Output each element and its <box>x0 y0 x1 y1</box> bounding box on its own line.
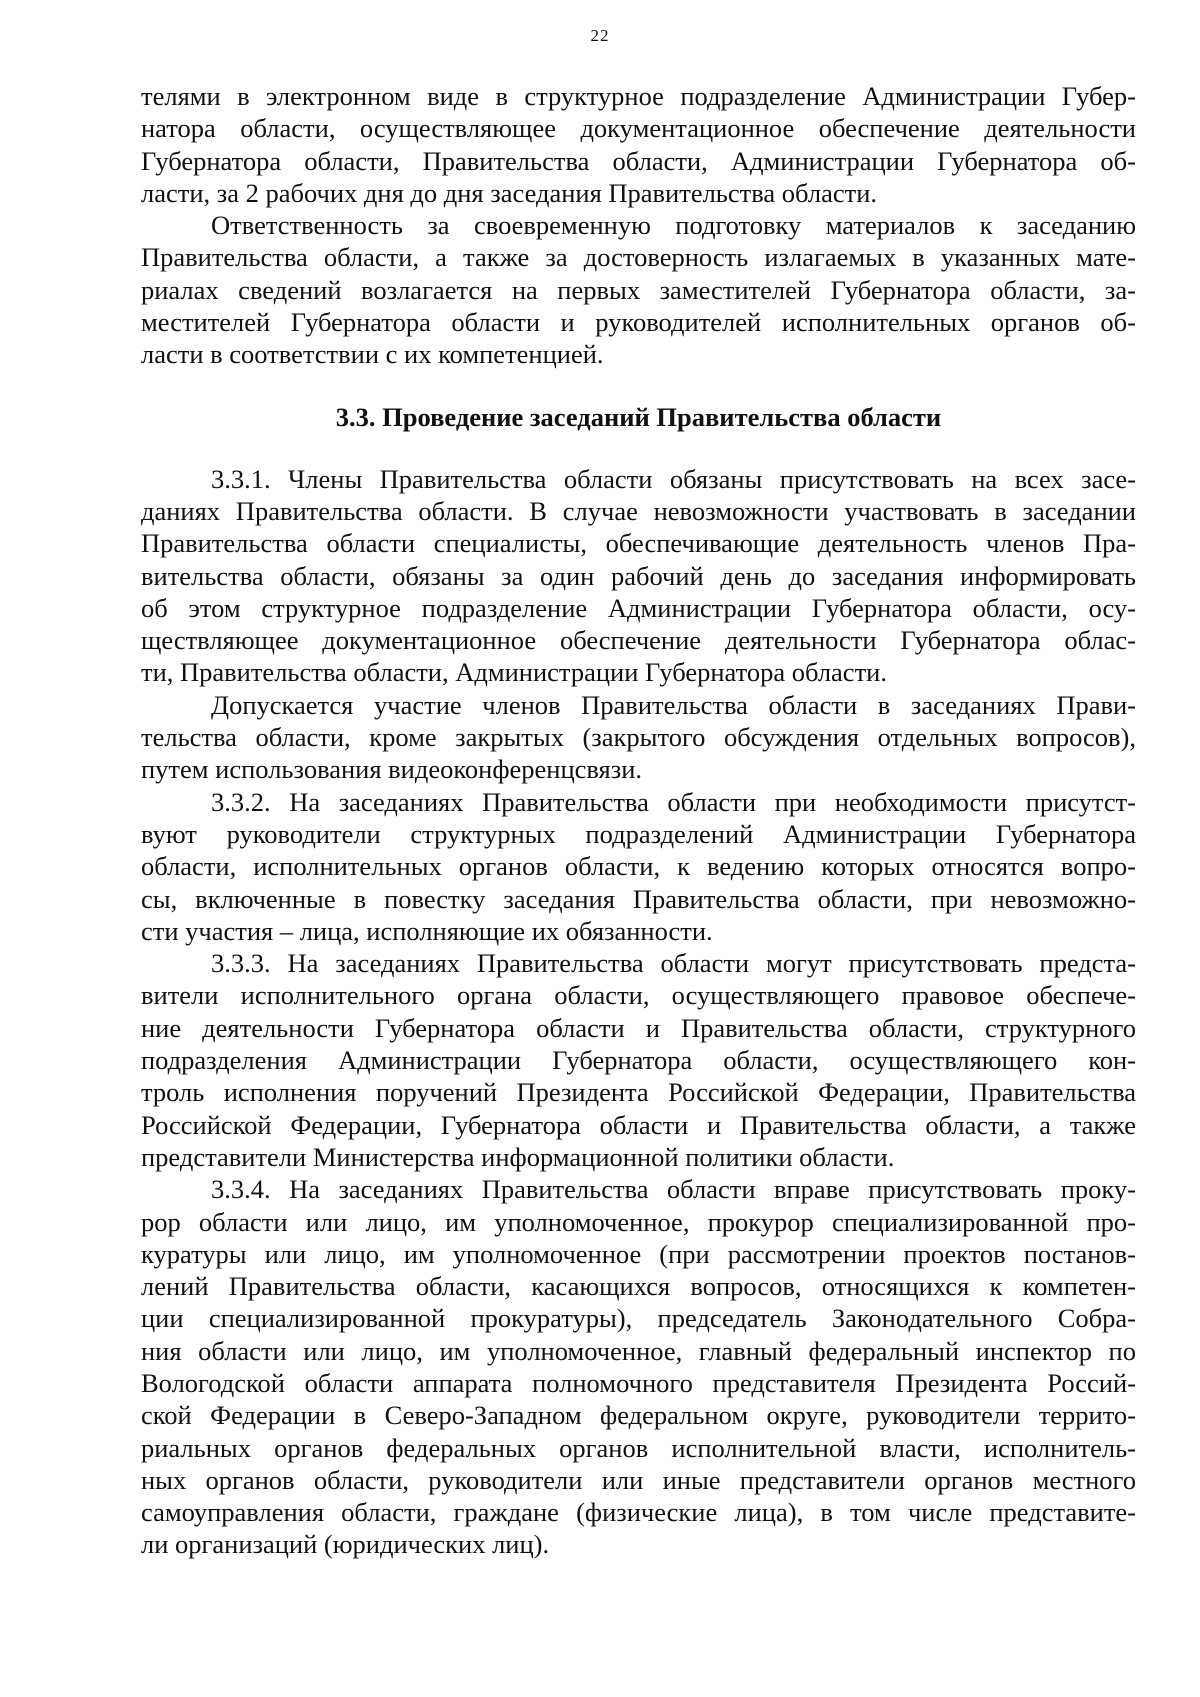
text-line: натора области, осуществляющее документационное обеспечение деятельности <box>141 113 1136 144</box>
text-line: 3.3.4. На заседаниях Правительства области вправе присутствовать проку- <box>211 1174 1136 1205</box>
document-body <box>141 80 1136 1561</box>
text-line: ласти, за 2 рабочих дня до дня заседания Правительства области. <box>141 177 877 208</box>
text-line: представители Министерства информационной политики области. <box>141 1141 895 1172</box>
text-line: Губернатора области, Правительства области, Администрации Губернатора об- <box>141 145 1136 176</box>
text-line: риальных органов федеральных органов исполнительной власти, исполнитель- <box>141 1432 1136 1463</box>
section-heading: 3.3. Проведение заседаний Правительства области <box>335 401 942 432</box>
text-line: Вологодской области аппарата полномочного представителя Президента Россий- <box>141 1367 1136 1398</box>
text-line: троль исполнения поручений Президента Российской Федерации, Правительства <box>141 1077 1136 1108</box>
paragraph <box>141 1173 1136 1561</box>
text-line: ных органов области, руководители или иные представители органов местного <box>141 1464 1136 1495</box>
text-line: об этом структурное подразделение Администрации Губернатора области, осу- <box>141 592 1136 623</box>
paragraph <box>141 463 1136 689</box>
text-line: телями в электронном виде в структурное подразделение Администрации Губер- <box>141 81 1136 111</box>
text-line: даниях Правительства области. В случае невозможности участвовать в заседании <box>141 495 1136 526</box>
page-number: 22 <box>590 26 610 45</box>
text-line: самоуправления области, граждане (физические лица), в том числе представите- <box>141 1497 1136 1528</box>
text-line: ществляющее документационное обеспечение деятельности Губернатора облас- <box>141 625 1136 656</box>
text-line: рор области или лицо, им уполномоченное, прокурор специализированной про- <box>141 1206 1136 1237</box>
text-line: подразделения Администрации Губернатора области, осуществляющего кон- <box>141 1045 1136 1076</box>
paragraph <box>141 947 1136 1173</box>
text-line: вительства области, обязаны за один рабочий день до заседания информировать <box>141 560 1136 591</box>
text-line: местителей Губернатора области и руководителей исполнительных органов об- <box>141 307 1136 338</box>
text-line: Правительства области специалисты, обеспечивающие деятельность членов Пра- <box>141 528 1136 559</box>
text-line: сти участия – лица, исполняющие их обязанности. <box>141 915 713 946</box>
text-line: области, исполнительных органов области, к ведению которых относятся вопро- <box>141 851 1136 882</box>
paragraph <box>141 209 1136 370</box>
text-line: Допускается участие членов Правительства области в заседаниях Прави- <box>211 689 1136 720</box>
text-line: риалах сведений возлагается на первых заместителей Губернатора области, за- <box>141 274 1136 305</box>
text-line: ние деятельности Губернатора области и Правительства области, структурного <box>141 1012 1136 1043</box>
text-line: лений Правительства области, касающихся вопросов, относящихся к компетен- <box>141 1271 1136 1302</box>
text-line: ти, Правительства области, Администрации Губернатора области. <box>141 657 887 688</box>
text-line: ской Федерации в Северо-Западном федеральном округе, руководители террито- <box>141 1400 1136 1431</box>
text-line: 3.3.3. На заседаниях Правительства области могут присутствовать предста- <box>211 948 1136 979</box>
text-line: Российской Федерации, Губернатора области и Правительства области, а также <box>141 1109 1136 1140</box>
text-line: Ответственность за своевременную подготовку материалов к заседанию <box>211 210 1136 241</box>
text-line: ласти в соответствии с их компетенцией. <box>141 339 604 370</box>
text-line: 3.3.1. Члены Правительства области обязаны присутствовать на всех засе- <box>211 463 1136 494</box>
text-line: вители исполнительного органа области, осуществляющего правовое обеспече- <box>141 980 1136 1011</box>
text-line: вуют руководители структурных подразделений Администрации Губернатора <box>141 818 1136 849</box>
text-line: сы, включенные в повестку заседания Правительства области, при невозможно- <box>141 883 1136 914</box>
paragraph <box>141 786 1136 947</box>
text-line: тельства области, кроме закрытых (закрытого обсуждения отдельных вопросов), <box>141 722 1136 753</box>
text-line: куратуры или лицо, им уполномоченное (при рассмотрении проектов постанов- <box>141 1238 1136 1269</box>
text-line: путем использования видеоконференцсвязи. <box>141 754 643 785</box>
text-line: ции специализированной прокуратуры), председатель Законодательного Собра- <box>141 1303 1136 1334</box>
text-line: ли организаций (юридических лиц). <box>141 1529 550 1560</box>
paragraph <box>141 689 1136 786</box>
text-line: ния области или лицо, им уполномоченное, главный федеральный инспектор по <box>141 1335 1136 1366</box>
text-line: 3.3.2. На заседаниях Правительства области при необходимости присутст- <box>211 786 1136 817</box>
paragraph <box>141 80 1136 209</box>
text-line: Правительства области, а также за достоверность излагаемых в указанных мате- <box>141 242 1136 273</box>
